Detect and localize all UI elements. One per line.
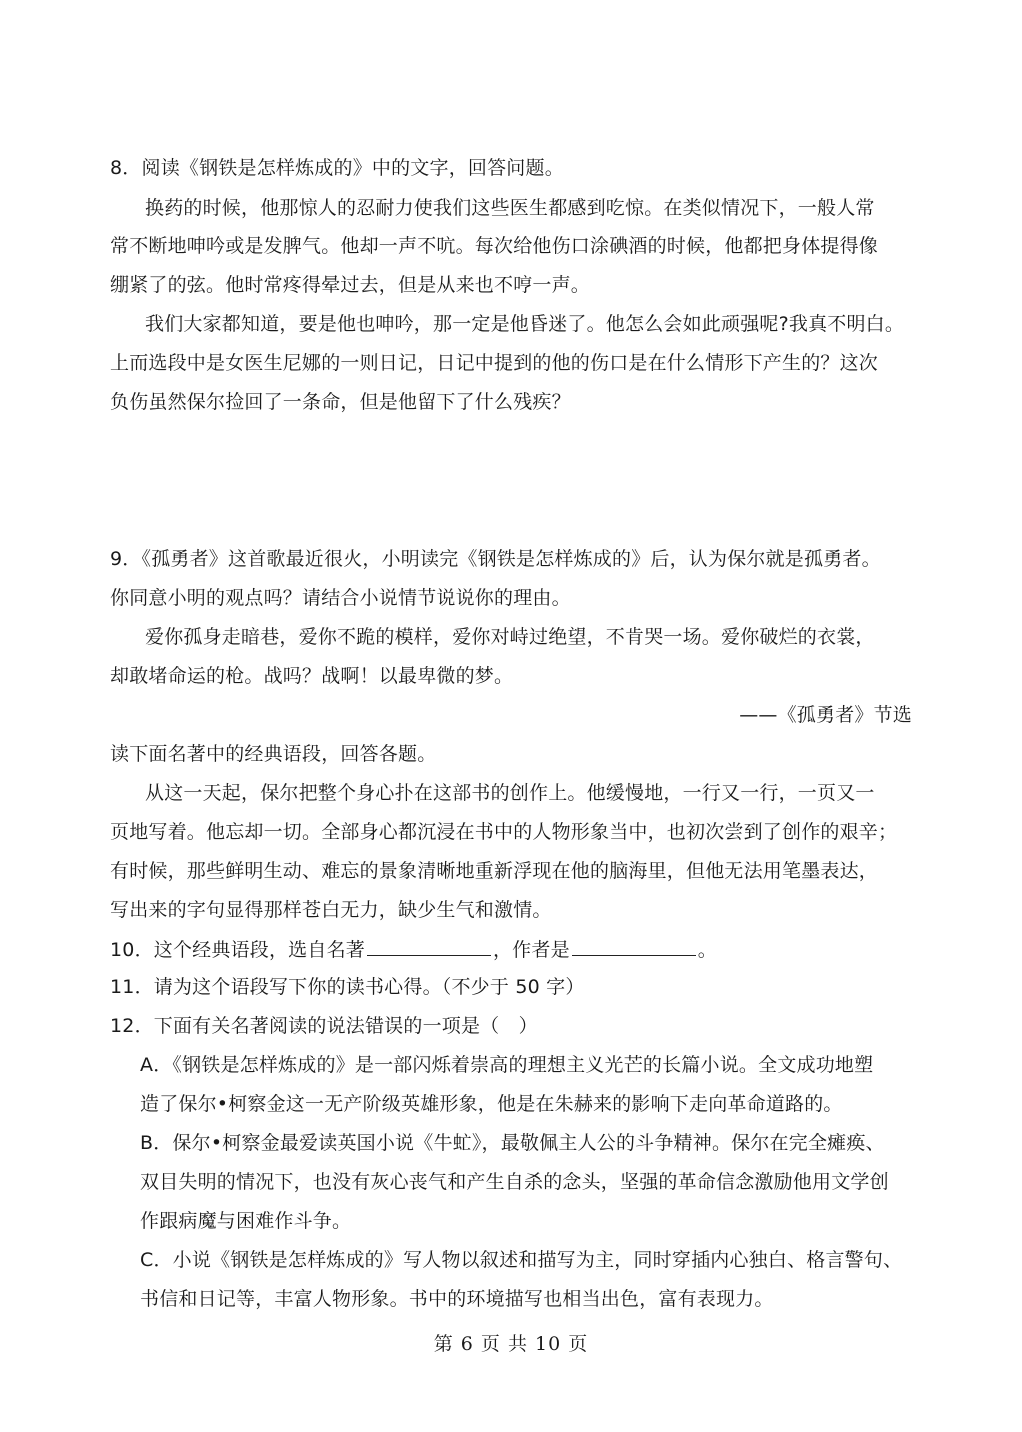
q9-question-line: 你同意小明的观点吗？请结合小说情节说说你的理由。 xyxy=(110,587,571,609)
q9-lyric-source: ——《孤勇者》节选 xyxy=(739,704,912,726)
passage-intro: 读下面名著中的经典语段，回答各题。 xyxy=(110,743,437,765)
q10-question xyxy=(110,937,912,962)
q9-question-line: 9．《孤勇者》这首歌最近很火，小明读完《钢铁是怎样炼成的》后，认为保尔就是孤勇者。 xyxy=(110,548,881,570)
passage-line: 有时候，那些鲜明生动、难忘的景象清晰地重新浮现在他的脑海里，但他无法用笔墨表达， xyxy=(110,860,879,882)
q8-question-line: 负伤虽然保尔捡回了一条命，但是他留下了什么残疾？ xyxy=(110,391,571,413)
q8-passage-line: 换药的时候，他那惊人的忍耐力使我们这些医生都感到吃惊。在类似情况下，一般人常 xyxy=(145,197,875,219)
q11-question: 11．请为这个语段写下你的读书心得。（不少于 50 字） xyxy=(110,976,585,998)
q9-lyric-line: 却敢堵命运的枪。战吗？战啊！以最卑微的梦。 xyxy=(110,665,514,687)
q12-option-b: 双目失明的情况下，也没有灰心丧气和产生自杀的念头，坚强的革命信念激励他用文学创 xyxy=(140,1171,889,1193)
q12-option-a: A．《钢铁是怎样炼成的》是一部闪烁着崇高的理想主义光芒的长篇小说。全文成功地塑 xyxy=(140,1054,874,1076)
passage-line: 写出来的字句显得那样苍白无力，缺少生气和激情。 xyxy=(110,899,552,921)
q12-title: 12．下面有关名著阅读的说法错误的一项是（ ） xyxy=(110,1015,538,1037)
passage-line: 从这一天起，保尔把整个身心扑在这部书的创作上。他缓慢地，一行又一行，一页又一 xyxy=(145,782,875,804)
page-number: 第 6 页 共 10 页 xyxy=(433,1333,589,1355)
q12-option-c: 书信和日记等，丰富人物形象。书中的环境描写也相当出色，富有表现力。 xyxy=(140,1288,774,1310)
q12-option-c: C．小说《钢铁是怎样炼成的》写人物以叙述和描写为主，同时穿插内心独白、格言警句、 xyxy=(140,1249,903,1271)
q10-text-part: ，作者是 xyxy=(492,939,570,961)
q8-passage-line: 常不断地呻吟或是发脾气。他却一声不吭。每次给他伤口涂碘酒的时候，他都把身体提得像 xyxy=(110,235,879,257)
q10-author-blank[interactable] xyxy=(572,937,696,956)
q10-text-part: 10．这个经典语段，选自名著 xyxy=(110,939,365,961)
q10-text-part: 。 xyxy=(697,939,717,961)
q9-lyric-line: 爱你孤身走暗巷，爱你不跪的模样，爱你对峙过绝望，不肯哭一场。爱你破烂的衣裳， xyxy=(145,626,875,648)
q8-passage-line: 绷紧了的弦。他时常疼得晕过去，但是从来也不哼一声。 xyxy=(110,274,591,296)
q8-question-line: 上而选段中是女医生尼娜的一则日记，日记中提到的他的伤口是在什么情形下产生的？这次 xyxy=(110,352,879,374)
passage-line: 页地写着。他忘却一切。全部身心都沉浸在书中的人物形象当中，也初次尝到了创作的艰辛； xyxy=(110,821,898,843)
q10-book-blank[interactable] xyxy=(367,937,491,956)
q8-title: 8．阅读《钢铁是怎样炼成的》中的文字，回答问题。 xyxy=(110,157,564,179)
q8-passage-line: 我们大家都知道，要是他也呻吟，那一定是他昏迷了。他怎么会如此顽强呢?我真不明白。 xyxy=(145,313,905,335)
q12-option-b: B．保尔•柯察金最爱读英国小说《牛虻》，最敬佩主人公的斗争精神。保尔在完全瘫痪、 xyxy=(140,1132,885,1154)
q12-option-b: 作跟病魔与困难作斗争。 xyxy=(140,1210,352,1232)
q12-option-a: 造了保尔•柯察金这一无产阶级英雄形象，他是在朱赫来的影响下走向革命道路的。 xyxy=(140,1093,843,1115)
